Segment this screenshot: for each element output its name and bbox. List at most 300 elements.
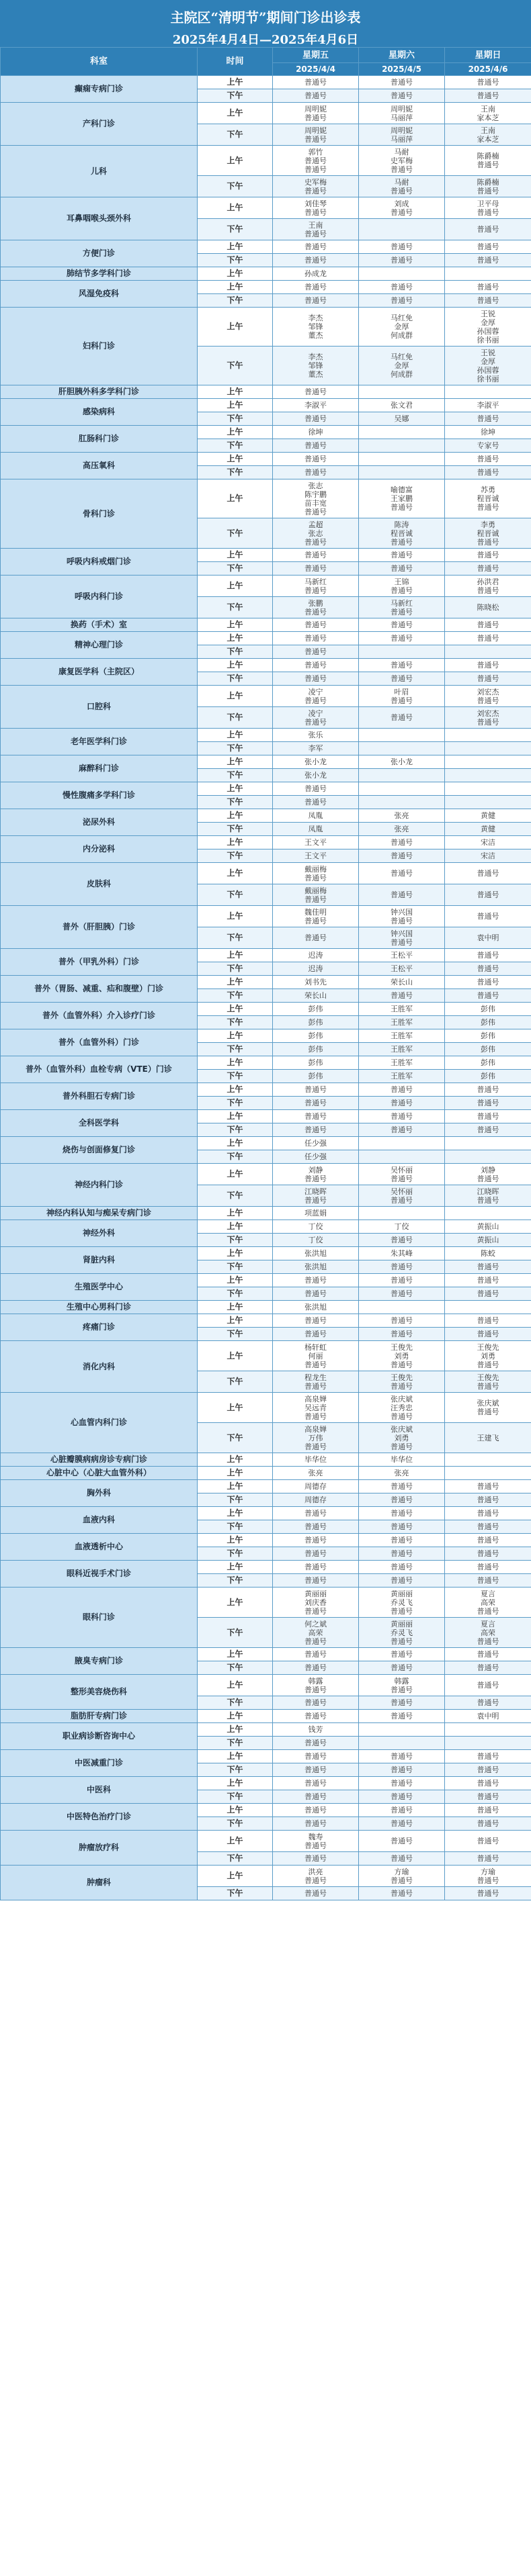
doctor-cell: 普通号 <box>445 618 531 632</box>
doctor-cell: 夏言 高荣 普通号 <box>445 1618 531 1648</box>
doctor-cell: 戴丽梅 普通号 <box>273 863 359 884</box>
doctor-cell: 普通号 <box>359 1520 445 1534</box>
department-name: 肿瘤科 <box>1 1866 198 1900</box>
doctor-cell: 普通号 <box>273 294 359 308</box>
doctor-cell: 普通号 <box>359 1852 445 1866</box>
doctor-cell <box>445 729 531 742</box>
time-slot-label: 上午 <box>198 197 273 219</box>
department-name: 疼痛门诊 <box>1 1314 198 1341</box>
doctor-cell: 徐坤 <box>273 426 359 439</box>
doctor-cell: 普通号 <box>445 632 531 645</box>
doctor-cell: 王俊先 普通号 <box>359 1371 445 1393</box>
doctor-cell: 普通号 <box>445 989 531 1003</box>
schedule-row-am <box>1 1341 531 1371</box>
time-slot-label: 上午 <box>198 618 273 632</box>
department-name: 方便门诊 <box>1 240 198 267</box>
time-slot-label: 下午 <box>198 1043 273 1056</box>
doctor-cell: 王松平 <box>359 962 445 976</box>
doctor-cell: 普通号 <box>445 1480 531 1493</box>
doctor-cell: 张洪旭 <box>273 1247 359 1260</box>
department-name: 慢性腹痛多学科门诊 <box>1 782 198 809</box>
department-name: 普外（胃肠、减重、疝和腹壁）门诊 <box>1 976 198 1003</box>
doctor-cell: 普通号 <box>273 1790 359 1804</box>
doctor-cell: 毕华位 <box>273 1453 359 1467</box>
doctor-cell: 普通号 <box>445 1534 531 1547</box>
doctor-cell: 王文平 <box>273 836 359 849</box>
doctor-cell: 彭伟 <box>273 1003 359 1016</box>
department-name: 全科医学科 <box>1 1110 198 1137</box>
doctor-cell: 普通号 <box>273 1287 359 1301</box>
doctor-cell: 王胜军 <box>359 1003 445 1016</box>
doctor-cell: 普通号 <box>359 849 445 863</box>
doctor-cell: 迟涛 <box>273 949 359 962</box>
time-slot-label: 上午 <box>198 1029 273 1043</box>
time-slot-label: 下午 <box>198 1817 273 1831</box>
doctor-cell: 普通号 <box>359 1083 445 1097</box>
doctor-cell <box>359 1723 445 1737</box>
doctor-cell: 吴娜 <box>359 412 445 426</box>
doctor-cell: 陈蛟 <box>445 1247 531 1260</box>
doctor-cell: 普通号 <box>445 453 531 466</box>
time-slot-label: 上午 <box>198 453 273 466</box>
doctor-cell <box>359 1301 445 1314</box>
doctor-cell: 王胜军 <box>359 1029 445 1043</box>
doctor-cell: 普通号 <box>445 1083 531 1097</box>
time-slot-label: 下午 <box>198 254 273 267</box>
doctor-cell <box>359 1137 445 1150</box>
doctor-cell: 刘佳琴 普通号 <box>273 197 359 219</box>
time-slot-label: 下午 <box>198 989 273 1003</box>
doctor-cell <box>359 466 445 479</box>
doctor-cell: 普通号 <box>273 1534 359 1547</box>
doctor-cell: 普通号 <box>445 884 531 906</box>
doctor-cell: 吴怀丽 普通号 <box>359 1185 445 1207</box>
doctor-cell <box>359 267 445 281</box>
time-slot-label: 下午 <box>198 645 273 659</box>
schedule-table-body <box>1 76 531 1900</box>
doctor-cell: 黄健 <box>445 809 531 823</box>
time-slot-label: 上午 <box>198 1588 273 1618</box>
schedule-row-am <box>1 1207 531 1220</box>
doctor-cell: 普通号 <box>359 1887 445 1900</box>
department-name: 精神心理门诊 <box>1 632 198 659</box>
doctor-cell: 普通号 <box>273 1110 359 1123</box>
time-slot-label: 下午 <box>198 518 273 549</box>
doctor-cell: 张文君 <box>359 399 445 412</box>
time-slot-label: 上午 <box>198 632 273 645</box>
department-name: 神经外科 <box>1 1220 198 1247</box>
doctor-cell: 普通号 <box>445 1260 531 1274</box>
doctor-cell: 普通号 <box>273 1763 359 1777</box>
department-name: 老年医学科门诊 <box>1 729 198 755</box>
doctor-cell: 普通号 <box>359 240 445 254</box>
doctor-cell: 普通号 <box>445 1274 531 1287</box>
schedule-row-am <box>1 836 531 849</box>
time-slot-label: 下午 <box>198 562 273 576</box>
doctor-cell <box>359 742 445 755</box>
time-slot-label: 上午 <box>198 1507 273 1520</box>
time-column-header: 时间 <box>198 48 273 76</box>
doctor-cell: 普通号 <box>359 1097 445 1110</box>
doctor-cell: 王胜军 <box>359 1070 445 1083</box>
time-slot-label: 上午 <box>198 782 273 796</box>
time-slot-label: 上午 <box>198 1110 273 1123</box>
time-slot-label: 下午 <box>198 962 273 976</box>
time-slot-label: 下午 <box>198 823 273 836</box>
doctor-cell: 张亮 <box>273 1467 359 1480</box>
department-name: 癫痫专病门诊 <box>1 76 198 103</box>
time-slot-label: 下午 <box>198 1016 273 1029</box>
department-name: 消化内科 <box>1 1341 198 1393</box>
doctor-cell: 普通号 <box>445 1831 531 1852</box>
time-slot-label: 下午 <box>198 1371 273 1393</box>
time-slot-label: 下午 <box>198 672 273 686</box>
doctor-cell: 彭伟 <box>273 1056 359 1070</box>
weekday-header: 星期日 <box>445 48 531 63</box>
doctor-cell <box>359 439 445 453</box>
doctor-cell: 陈涛 程晋诚 普通号 <box>359 518 445 549</box>
doctor-cell: 张亮 <box>359 809 445 823</box>
doctor-cell: 普通号 <box>273 1083 359 1097</box>
doctor-cell: 孟超 张志 普通号 <box>273 518 359 549</box>
department-name: 普外（肝胆胰）门诊 <box>1 906 198 949</box>
doctor-cell: 普通号 <box>273 1852 359 1866</box>
doctor-cell: 普通号 <box>445 76 531 89</box>
doctor-cell: 毕华位 <box>359 1453 445 1467</box>
doctor-cell: 普通号 <box>445 906 531 927</box>
doctor-cell <box>445 1723 531 1737</box>
doctor-cell: 普通号 <box>445 254 531 267</box>
schedule-row-am <box>1 1247 531 1260</box>
doctor-cell: 普通号 <box>273 1274 359 1287</box>
doctor-cell: 普通号 <box>273 412 359 426</box>
time-slot-label: 下午 <box>198 294 273 308</box>
department-name: 眼科近视手术门诊 <box>1 1561 198 1588</box>
doctor-cell: 普通号 <box>445 549 531 562</box>
doctor-cell: 普通号 <box>359 1287 445 1301</box>
doctor-cell: 王松平 <box>359 949 445 962</box>
doctor-cell <box>445 267 531 281</box>
schedule-title-banner <box>0 0 531 47</box>
time-slot-label: 上午 <box>198 267 273 281</box>
department-name: 感染病科 <box>1 399 198 426</box>
doctor-cell: 魏佳明 普通号 <box>273 906 359 927</box>
doctor-cell: 黄振山 <box>445 1220 531 1234</box>
doctor-cell: 普通号 <box>359 1480 445 1493</box>
doctor-cell: 戴丽梅 普通号 <box>273 884 359 906</box>
doctor-cell: 钟兴国 普通号 <box>359 906 445 927</box>
time-slot-label: 上午 <box>198 809 273 823</box>
doctor-cell: 凤胤 <box>273 809 359 823</box>
time-slot-label: 上午 <box>198 399 273 412</box>
doctor-cell <box>359 796 445 809</box>
schedule-row-am <box>1 1029 531 1043</box>
time-slot-label: 上午 <box>198 1866 273 1887</box>
doctor-cell: 普通号 <box>359 672 445 686</box>
doctor-cell: 周明妮 普通号 <box>273 124 359 146</box>
department-name: 呼吸内科门诊 <box>1 576 198 618</box>
page-subtitle: 2025年4月4日—2025年4月6日 <box>172 33 359 47</box>
department-name: 中医科 <box>1 1777 198 1804</box>
department-name: 耳鼻咽喉头颈外科 <box>1 197 198 240</box>
doctor-cell: 普通号 <box>359 1507 445 1520</box>
doctor-cell <box>359 453 445 466</box>
time-slot-label: 上午 <box>198 1467 273 1480</box>
time-slot-label: 上午 <box>198 385 273 399</box>
doctor-cell: 王南 家本芝 <box>445 103 531 124</box>
time-slot-label: 上午 <box>198 1750 273 1763</box>
time-slot-label: 上午 <box>198 1561 273 1574</box>
time-slot-label: 下午 <box>198 1737 273 1750</box>
doctor-cell: 普通号 <box>359 632 445 645</box>
schedule-row-am <box>1 976 531 989</box>
time-slot-label: 上午 <box>198 479 273 518</box>
department-name: 肿瘤放疗科 <box>1 1831 198 1866</box>
time-slot-label: 上午 <box>198 1777 273 1790</box>
time-slot-label: 下午 <box>198 1763 273 1777</box>
doctor-cell <box>359 426 445 439</box>
doctor-cell: 陈晓松 <box>445 597 531 618</box>
doctor-cell: 马耐 普通号 <box>359 176 445 197</box>
doctor-cell: 黄健 <box>445 823 531 836</box>
time-slot-label: 上午 <box>198 576 273 597</box>
doctor-cell: 丁佼 <box>273 1234 359 1247</box>
doctor-cell: 普通号 <box>359 1777 445 1790</box>
time-slot-label: 上午 <box>198 426 273 439</box>
department-name: 神经内科门诊 <box>1 1164 198 1207</box>
doctor-cell: 普通号 <box>445 976 531 989</box>
doctor-cell: 普通号 <box>359 1710 445 1723</box>
schedule-row-am <box>1 479 531 518</box>
dept-column-header: 科室 <box>1 48 198 76</box>
doctor-cell: 项蓝娟 <box>273 1207 359 1220</box>
doctor-cell: 马新红 普通号 <box>359 597 445 618</box>
doctor-cell <box>359 219 445 240</box>
time-slot-label: 上午 <box>198 281 273 294</box>
doctor-cell: 袁中明 <box>445 927 531 949</box>
schedule-row-am <box>1 1675 531 1696</box>
department-name: 儿科 <box>1 146 198 197</box>
doctor-cell: 陈爵楠 普通号 <box>445 146 531 176</box>
doctor-cell: 普通号 <box>273 782 359 796</box>
doctor-cell: 荣长山 <box>273 989 359 1003</box>
doctor-cell: 普通号 <box>445 1314 531 1328</box>
schedule-row-am <box>1 385 531 399</box>
doctor-cell: 普通号 <box>359 562 445 576</box>
doctor-cell <box>359 385 445 399</box>
time-slot-label: 上午 <box>198 240 273 254</box>
time-slot-label: 下午 <box>198 176 273 197</box>
doctor-cell <box>445 1453 531 1467</box>
department-name: 神经内科认知与痴呆专病门诊 <box>1 1207 198 1220</box>
doctor-cell: 普通号 <box>445 1574 531 1588</box>
doctor-cell: 朱其峰 <box>359 1247 445 1260</box>
doctor-cell: 普通号 <box>359 1561 445 1574</box>
doctor-cell: 普通号 <box>273 672 359 686</box>
doctor-cell: 任少强 <box>273 1150 359 1164</box>
time-slot-label: 下午 <box>198 1574 273 1588</box>
doctor-cell: 黄丽丽 乔灵飞 普通号 <box>359 1588 445 1618</box>
doctor-cell: 王锦 普通号 <box>359 576 445 597</box>
time-slot-label: 下午 <box>198 1887 273 1900</box>
doctor-cell: 张小龙 <box>273 769 359 782</box>
time-slot-label: 下午 <box>198 1790 273 1804</box>
department-name: 血液透析中心 <box>1 1534 198 1561</box>
doctor-cell: 普通号 <box>359 1547 445 1561</box>
doctor-cell: 高泉婵 吴远青 普通号 <box>273 1393 359 1423</box>
doctor-cell: 普通号 <box>359 281 445 294</box>
doctor-cell: 周德存 <box>273 1493 359 1507</box>
doctor-cell: 李勇 程晋诚 普通号 <box>445 518 531 549</box>
doctor-cell: 普通号 <box>445 1561 531 1574</box>
time-slot-label: 上午 <box>198 1804 273 1817</box>
time-slot-label: 上午 <box>198 549 273 562</box>
doctor-cell: 刘宏杰 普通号 <box>445 686 531 707</box>
department-name: 风湿免疫科 <box>1 281 198 308</box>
schedule-row-am <box>1 863 531 884</box>
doctor-cell: 夏言 高荣 普通号 <box>445 1588 531 1618</box>
doctor-cell: 普通号 <box>273 1737 359 1750</box>
time-slot-label: 下午 <box>198 1150 273 1164</box>
time-slot-label: 上午 <box>198 906 273 927</box>
doctor-cell: 丁佼 <box>273 1220 359 1234</box>
doctor-cell: 彭伟 <box>445 1029 531 1043</box>
doctor-cell: 马耐 史军梅 普通号 <box>359 146 445 176</box>
time-slot-label: 下午 <box>198 219 273 240</box>
doctor-cell: 郭竹 普通号 普通号 <box>273 146 359 176</box>
time-slot-label: 下午 <box>198 1661 273 1675</box>
doctor-cell: 普通号 <box>273 1097 359 1110</box>
doctor-cell: 黄丽丽 刘庆香 普通号 <box>273 1588 359 1618</box>
doctor-cell: 普通号 <box>359 1804 445 1817</box>
doctor-cell: 王建飞 <box>445 1423 531 1453</box>
doctor-cell: 普通号 <box>273 1574 359 1588</box>
doctor-cell: 普通号 <box>445 1696 531 1710</box>
time-slot-label: 上午 <box>198 1164 273 1185</box>
doctor-cell <box>445 1137 531 1150</box>
doctor-cell: 刘静 普通号 <box>445 1164 531 1185</box>
doctor-cell <box>445 1207 531 1220</box>
department-name: 生殖医学中心 <box>1 1274 198 1301</box>
doctor-cell: 普通号 <box>445 1804 531 1817</box>
doctor-cell: 普通号 <box>359 1750 445 1763</box>
doctor-cell: 李杰 邹锋 董杰 <box>273 347 359 385</box>
doctor-cell <box>359 645 445 659</box>
doctor-cell: 李杰 邹锋 董杰 <box>273 308 359 347</box>
doctor-cell: 周明妮 马丽萍 <box>359 124 445 146</box>
time-slot-label: 下午 <box>198 412 273 426</box>
doctor-cell: 普通号 <box>273 466 359 479</box>
doctor-cell: 宋洁 <box>445 849 531 863</box>
department-name: 心脏瓣膜病病房诊专病门诊 <box>1 1453 198 1467</box>
doctor-cell: 普通号 <box>359 76 445 89</box>
doctor-cell: 普通号 <box>445 281 531 294</box>
doctor-cell <box>445 1737 531 1750</box>
schedule-row-am <box>1 1480 531 1493</box>
doctor-cell: 马红免 金厚 何成群 <box>359 347 445 385</box>
time-slot-label: 下午 <box>198 1852 273 1866</box>
time-slot-label: 下午 <box>198 1328 273 1341</box>
schedule-row-am <box>1 1467 531 1480</box>
department-name: 高压氧科 <box>1 453 198 479</box>
doctor-cell: 凌宁 普通号 <box>273 707 359 729</box>
doctor-cell: 普通号 <box>359 1763 445 1777</box>
doctor-cell: 刘宏杰 普通号 <box>445 707 531 729</box>
doctor-cell <box>445 742 531 755</box>
schedule-row-am <box>1 1831 531 1852</box>
time-slot-label: 上午 <box>198 863 273 884</box>
schedule-row-am <box>1 1750 531 1763</box>
doctor-cell: 普通号 <box>359 1274 445 1287</box>
schedule-row-am <box>1 1110 531 1123</box>
doctor-cell: 普通号 <box>273 439 359 453</box>
doctor-cell: 叶眉 普通号 <box>359 686 445 707</box>
schedule-row-am <box>1 1648 531 1661</box>
department-name: 产科门诊 <box>1 103 198 146</box>
department-name: 职业病诊断咨询中心 <box>1 1723 198 1750</box>
doctor-cell: 普通号 <box>273 453 359 466</box>
time-slot-label: 上午 <box>198 1534 273 1547</box>
schedule-row-am <box>1 659 531 672</box>
doctor-cell: 普通号 <box>445 949 531 962</box>
doctor-cell: 普通号 <box>273 1710 359 1723</box>
doctor-cell: 彭伟 <box>273 1029 359 1043</box>
doctor-cell: 孙洪君 普通号 <box>445 576 531 597</box>
doctor-cell: 普通号 <box>273 385 359 399</box>
schedule-row-am <box>1 1588 531 1618</box>
time-slot-label: 下午 <box>198 927 273 949</box>
department-name: 普外（血管外科）门诊 <box>1 1029 198 1056</box>
doctor-cell: 普通号 <box>273 1520 359 1534</box>
doctor-cell: 周德存 <box>273 1480 359 1493</box>
time-slot-label: 上午 <box>198 146 273 176</box>
doctor-cell: 普通号 <box>273 927 359 949</box>
time-slot-label: 下午 <box>198 1696 273 1710</box>
time-slot-label: 上午 <box>198 755 273 769</box>
schedule-row-am <box>1 632 531 645</box>
department-name: 血液内科 <box>1 1507 198 1534</box>
doctor-cell: 普通号 <box>445 1790 531 1804</box>
doctor-cell: 张鹏 普通号 <box>273 597 359 618</box>
department-name: 普外（甲乳外科）门诊 <box>1 949 198 976</box>
doctor-cell: 普通号 <box>445 1287 531 1301</box>
time-slot-label: 下午 <box>198 347 273 385</box>
doctor-cell: 钟兴国 普通号 <box>359 927 445 949</box>
doctor-cell: 普通号 <box>273 549 359 562</box>
time-slot-label: 上午 <box>198 836 273 849</box>
doctor-cell: 彭伟 <box>273 1070 359 1083</box>
doctor-cell: 普通号 <box>273 618 359 632</box>
doctor-cell: 喻德富 王家鹏 普通号 <box>359 479 445 518</box>
department-name: 呼吸内科戒烟门诊 <box>1 549 198 576</box>
doctor-cell: 程龙生 普通号 <box>273 1371 359 1393</box>
doctor-cell: 马红免 金厚 何成群 <box>359 308 445 347</box>
time-slot-label: 上午 <box>198 976 273 989</box>
doctor-cell: 孙成龙 <box>273 267 359 281</box>
doctor-cell <box>359 729 445 742</box>
doctor-cell: 彭伟 <box>445 1003 531 1016</box>
doctor-cell: 普通号 <box>359 884 445 906</box>
doctor-cell: 凌宁 普通号 <box>273 686 359 707</box>
doctor-cell: 方瑜 普通号 <box>359 1866 445 1887</box>
time-slot-label: 上午 <box>198 1274 273 1287</box>
doctor-cell: 张亮 <box>359 1467 445 1480</box>
doctor-cell <box>445 645 531 659</box>
doctor-cell: 张庆斌 汪秀忠 普通号 <box>359 1393 445 1423</box>
doctor-cell: 王俊先 普通号 <box>445 1371 531 1393</box>
schedule-row-am <box>1 755 531 769</box>
schedule-row-am <box>1 1056 531 1070</box>
